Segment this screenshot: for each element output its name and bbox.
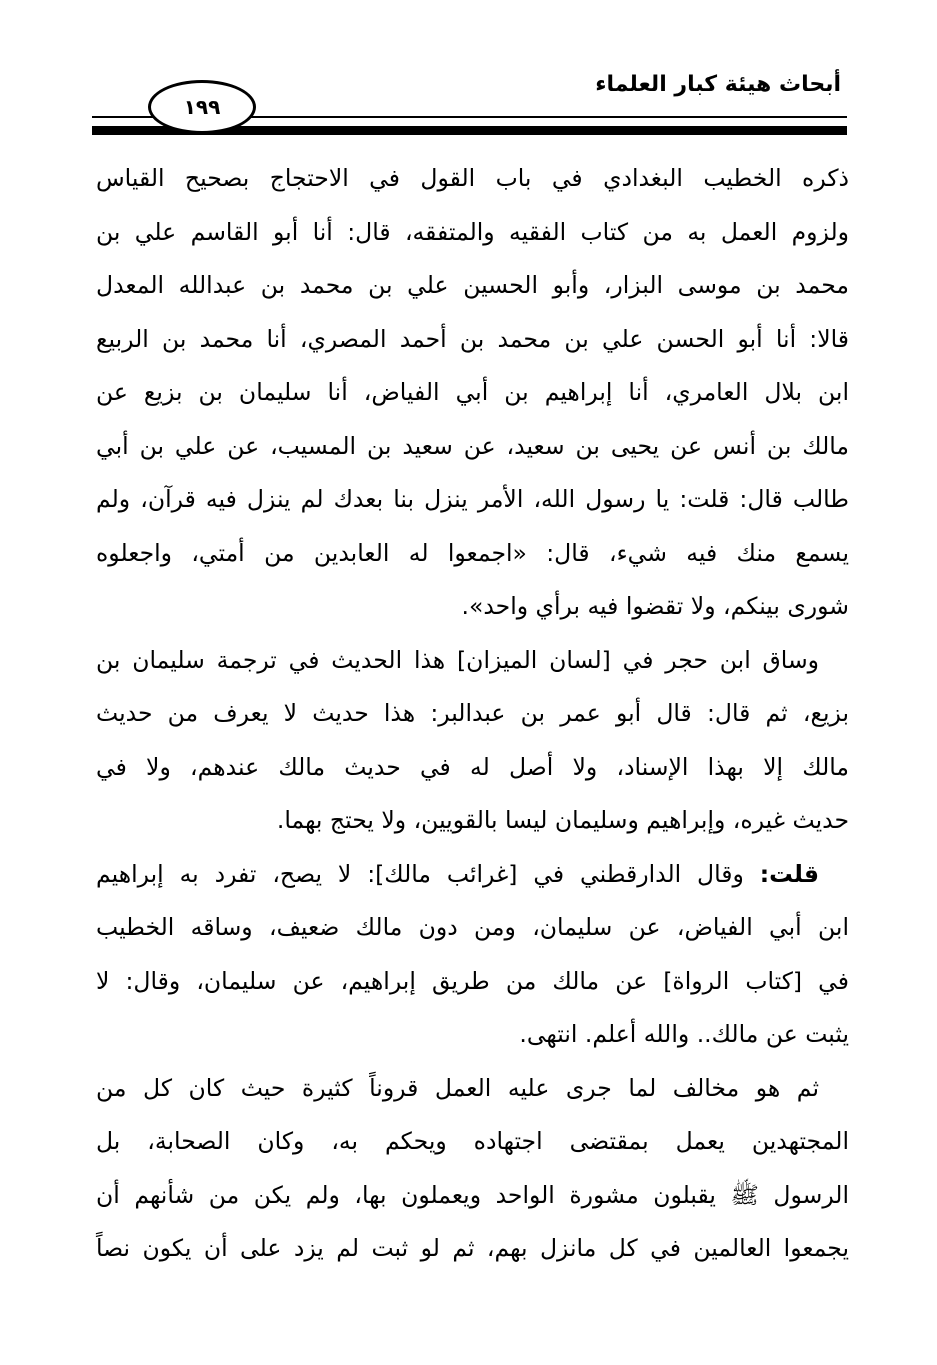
text-line: يثبت عن مالك.. والله أعلم. انتهى.: [519, 1020, 849, 1048]
text-line: المجتهدين يعمل بمقتضى اجتهاده ويحكم به، وكان الصحابة، بل: [96, 1127, 849, 1155]
text-line-with-lead: [96, 848, 849, 902]
text-line: ابن بلال العامري، أنا إبراهيم بن أبي الفياض، أنا سليمان بن بزيع عن: [96, 378, 849, 406]
text-line: بزيع، ثم قال: قال أبو عمر بن عبدالبر: هذا حديث لا يعرف من حديث: [96, 699, 849, 727]
text-line: ثم هو مخالف لما جرى عليه العمل قروناً كثيرة حيث كان كل من: [96, 1073, 819, 1102]
text-line: ذكره الخطيب البغدادي في باب القول في الاحتجاج بصحيح القياس: [96, 164, 849, 192]
text-line: وساق ابن حجر في [لسان الميزان] هذا الحديث في ترجمة سليمان بن: [96, 645, 819, 674]
text-line: قالا: أنا أبو الحسن علي بن محمد بن أحمد المصري، أنا محمد بن الربيع: [96, 324, 849, 353]
text-line: الرسول ﷺ يقبلون مشورة الواحد ويعملون بها، ولم يكن من شأنهم أن: [96, 1180, 849, 1209]
text-line: يسمع منك فيه شيء، قال: «اجمعوا له العابدين من أمتي، واجعلوه: [96, 538, 849, 567]
text-line: وقال الدارقطني في [غرائب مالك]: لا يصح، تفرد به إبراهيم: [96, 859, 760, 888]
running-header-title: أبحاث هيئة كبار العلماء: [595, 72, 841, 97]
lead-word: قلت:: [759, 859, 819, 888]
text-line: محمد بن موسى البزار، وأبو الحسين علي بن محمد بن عبدالله المعدل: [96, 271, 849, 299]
text-line: ولزوم العمل به من كتاب الفقيه والمتفقه، قال: أنا أبو القاسم علي بن: [96, 217, 849, 246]
page-body: [96, 152, 849, 1276]
text-line: ابن أبي الفياض، عن سليمان، ومن دون مالك ضعيف، وساقه الخطيب: [96, 913, 849, 941]
text-line: شورى بينكم، ولا تقضوا فيه برأي واحد».: [461, 592, 849, 620]
text-line: مالك إلا بهذا الإسناد، ولا أصل له في حديث مالك عندهم، ولا في: [96, 752, 849, 781]
page-number-badge: [148, 80, 256, 134]
text-line: مالك بن أنس عن يحيى بن سعيد، عن سعيد بن المسيب، عن علي بن أبي: [96, 431, 849, 460]
text-line: طالب قال: قلت: يا رسول الله، الأمر ينزل بنا بعدك لم ينزل فيه قرآن، ولم: [96, 485, 849, 513]
text-line: في [كتاب الرواة] عن مالك من طريق إبراهيم، عن سليمان، وقال: لا: [96, 966, 849, 995]
page-number: ١٩٩: [183, 95, 221, 119]
text-line: حديث غيره، وإبراهيم وسليمان ليسا بالقويين، ولا يحتج بهما.: [276, 806, 849, 834]
text-line: يجمعوا العالمين في كل مانزل بهم، ثم لو ثبت لم يزد على أن يكون نصاً: [96, 1234, 849, 1262]
